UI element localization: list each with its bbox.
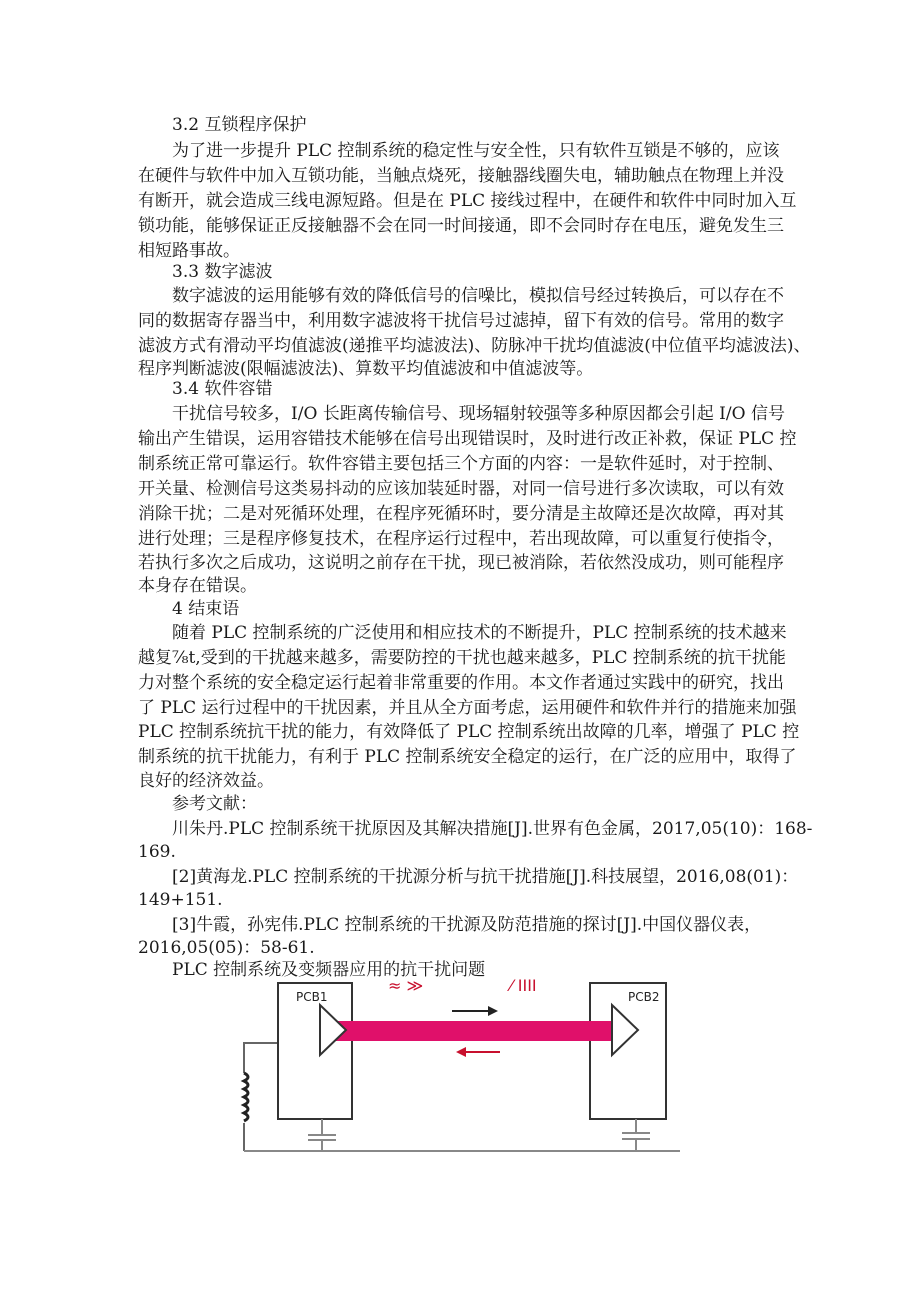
paragraph-line: 锁功能，能够保证正反接触器不会在同一时间接通，即不会同时存在电压，避免发生三 [138, 216, 784, 236]
reference-line: [2]黄海龙.PLC 控制系统的干扰源分析与抗干扰措施[J].科技展望，2016,08(01)： [172, 867, 799, 887]
reference-line: 2016,05(05)：58-61. [138, 938, 315, 958]
paragraph-line: 力对整个系统的安全稳定运行起着非常重要的作用。本文作者通过实践中的研究，找出 [138, 673, 784, 693]
paragraph-line: 若执行多次之后成功，这说明之前存在干扰，现已被消除，若依然没成功，则可能程序 [138, 553, 784, 573]
signal-trace [330, 1021, 620, 1041]
pcb-diagram [238, 975, 680, 1157]
section-3-2-heading: 3.2 互锁程序保护 [172, 115, 307, 135]
paragraph-line: 制系统的抗干扰能力，有利于 PLC 控制系统安全稳定的运行，在广泛的应用中，取得了 [138, 747, 797, 767]
reference-line: 149+151. [138, 890, 223, 910]
reference-line: 169. [138, 842, 176, 862]
forward-arrow-head [488, 1006, 498, 1016]
paragraph-line: 滤波方式有滑动平均值滤波(递推平均滤波法)、防脉冲干扰均值滤波(中位值平均滤波法)、 [138, 336, 811, 356]
section-3-4-heading: 3.4 软件容错 [172, 379, 273, 399]
paragraph-line: 同的数据寄存器当中，利用数字滤波将干扰信号过滤掉，留下有效的信号。常用的数字 [138, 311, 784, 331]
paragraph-line: 本身存在错误。 [138, 576, 257, 596]
reference-line: [3]牛霞，孙宪伟.PLC 控制系统的干扰源及防范措施的探讨[J].中国仪器仪表， [172, 915, 762, 935]
paragraph-line: 输出产生错误，运用容错技术能够在信号出现错误时，及时进行改正补救，保证 PLC 控 [138, 429, 797, 449]
paragraph-line: 为了进一步提升 PLC 控制系统的稳定性与安全性，只有软件互锁是不够的，应该 [172, 141, 780, 161]
paragraph-line: 有断开，就会造成三线电源短路。但是在 PLC 接线过程中，在硬件和软件中同时加入互 [138, 191, 797, 211]
pcb2-label: PCB2 [628, 990, 660, 1004]
paragraph-line: 消除干扰；二是对死循环处理，在程序死循环时，要分清是主故障还是次故障，再对其 [138, 504, 784, 524]
section-3-3-heading: 3.3 数字滤波 [172, 262, 273, 282]
return-arrow-head [456, 1047, 466, 1057]
paragraph-line: 程序判断滤波(限幅滤波法)、算数平均值滤波和中值滤波等。 [138, 359, 594, 379]
figure-caption: PLC 控制系统及变频器应用的抗干扰问题 [172, 960, 486, 980]
paragraph-line: 随着 PLC 控制系统的广泛使用和相应技术的不断提升，PLC 控制系统的技术越来 [172, 623, 787, 643]
paragraph-line: 制系统正常可靠运行。软件容错主要包括三个方面的内容：一是软件延时，对于控制、 [138, 454, 784, 474]
paragraph-line: 良好的经济效益。 [138, 771, 274, 791]
interference-wave-right: ⁄ IIII [510, 976, 537, 995]
paragraph-line: 开关量、检测信号这类易抖动的应该加装延时器，对同一信号进行多次读取，可以有效 [138, 479, 784, 499]
paragraph-line: 进行处理；三是程序修复技术，在程序运行过程中，若出现故障，可以重复行使指令， [138, 529, 784, 549]
section-4-heading: 4 结束语 [172, 599, 240, 619]
pcb1-label: PCB1 [296, 990, 328, 1004]
paragraph-line: PLC 控制系统抗干扰的能力，有效降低了 PLC 控制系统出故障的几率，增强了 PLC 控 [138, 722, 800, 742]
pcb-interference-figure [238, 975, 680, 1157]
references-heading: 参考文献： [172, 794, 257, 814]
paragraph-line: 相短路事故。 [138, 241, 240, 261]
interference-wave-left: ≈ ≫ [388, 976, 424, 995]
paragraph-line: 在硬件与软件中加入互锁功能，当触点烧死，接触器线圈失电，辅助触点在物理上并没 [138, 166, 784, 186]
paragraph-line: 越复⅞t,受到的干扰越来越多，需要防控的干扰也越来越多，PLC 控制系统的抗干扰能 [138, 648, 786, 668]
paragraph-line: 了 PLC 运行过程中的干扰因素，并且从全方面考虑，运用硬件和软件并行的措施来加强 [138, 698, 797, 718]
paragraph-line: 数字滤波的运用能够有效的降低信号的信噪比，模拟信号经过转换后，可以存在不 [172, 286, 784, 306]
paragraph-line: 干扰信号较多，I/O 长距离传输信号、现场辐射较强等多种原因都会引起 I/O 信号 [172, 404, 785, 424]
reference-line: 川朱丹.PLC 控制系统干扰原因及其解决措施[J].世界有色金属，2017,05(10)：168- [172, 819, 813, 839]
